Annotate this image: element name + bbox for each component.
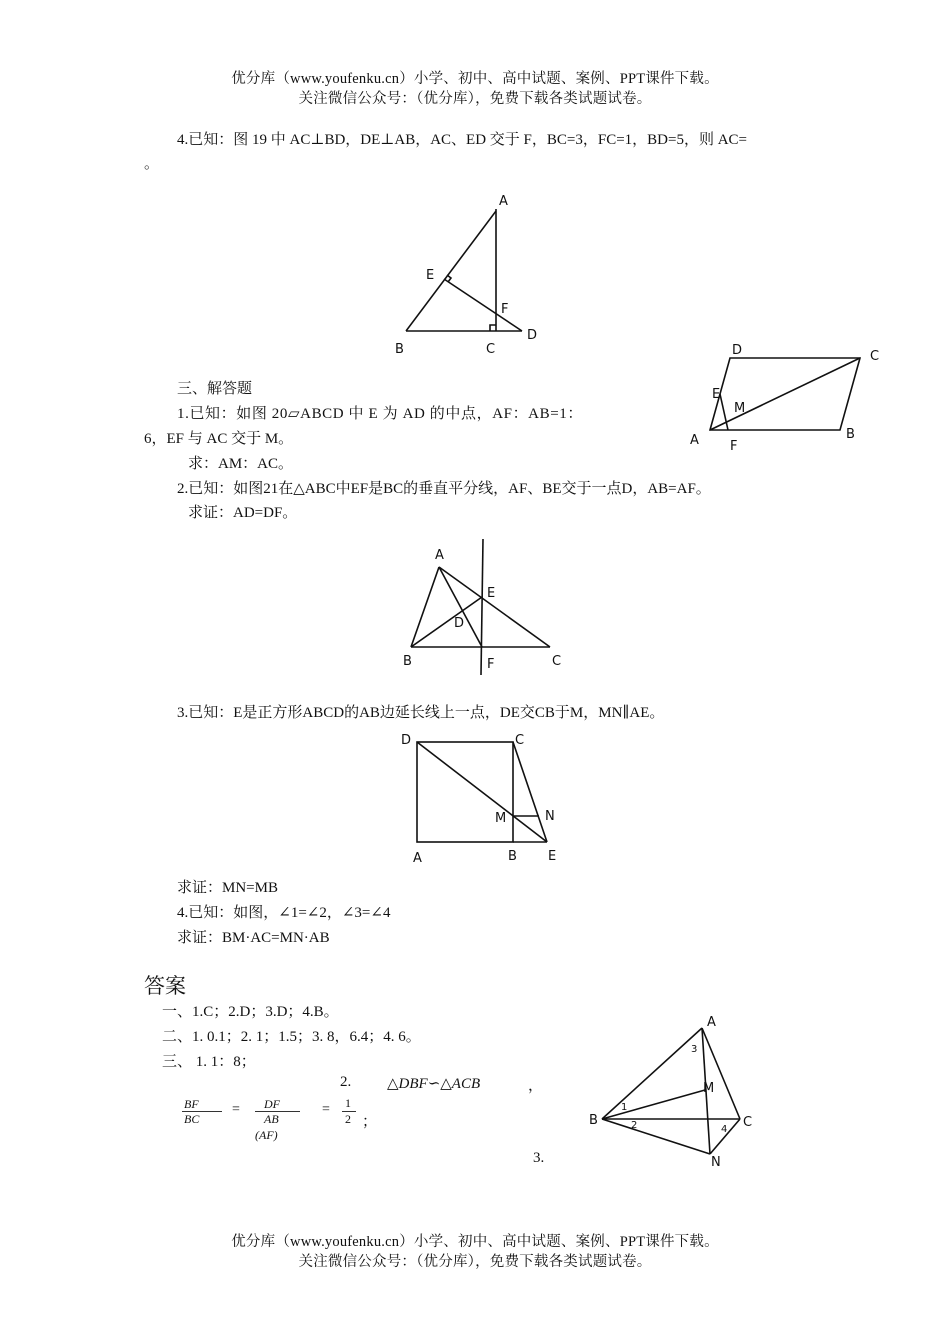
fraction-df: DF: [264, 1097, 280, 1111]
fraction-bf: BF: [184, 1097, 199, 1111]
square-label-N: N: [545, 809, 555, 824]
ans-label-N: N: [711, 1155, 721, 1170]
fraction-af: (AF): [255, 1128, 278, 1142]
fig19-label-A: A: [499, 194, 508, 209]
ans-angle-4: 4: [721, 1124, 728, 1135]
fig19-label-B: B: [395, 342, 404, 357]
square-label-C: C: [515, 733, 525, 748]
fig21-label-F: F: [487, 657, 495, 672]
square-label-B: B: [508, 849, 517, 864]
fig21-segment-BE: [411, 597, 482, 647]
ans-label-B: B: [589, 1113, 598, 1128]
ans-angle-3: 3: [691, 1044, 698, 1055]
square-ABCD: [417, 742, 513, 842]
footer-line-1: 优分库（www.youfenku.cn）小学、初中、高中试题、案例、PPT课件下载。: [231, 1234, 719, 1250]
fig21-label-A: A: [435, 548, 444, 563]
fig21-label-B: B: [403, 654, 412, 669]
fig19-segment-ED: [444, 279, 522, 331]
answers-title: 答案: [144, 974, 186, 998]
ans-angle-1: 1: [621, 1102, 628, 1113]
square-label-D: D: [401, 733, 412, 748]
ans-angle-2: 2: [631, 1120, 638, 1131]
square-label-A: A: [413, 851, 422, 866]
square-segment-DE: [417, 742, 547, 842]
ans-label-M: M: [703, 1081, 715, 1096]
footer-line-2: 关注微信公众号：（优分库），免费下载各类试题试卷。: [298, 1254, 652, 1270]
answers-part-2: 二、1. 0.1；2. 1；1.5；3. 8，6.4；4. 6。: [162, 1029, 421, 1045]
ans-label-A: A: [707, 1015, 716, 1030]
problem-1-line-2: 6，EF 与 AC 交于 M。: [144, 431, 294, 447]
header-line-1: 优分库（www.youfenku.cn）小学、初中、高中试题、案例、PPT课件下载。: [231, 71, 719, 87]
fraction-ab: AB: [264, 1112, 279, 1126]
fig21-label-C: C: [552, 654, 562, 669]
fig21-perpendicular-EF: [481, 539, 483, 675]
fig20-label-M: M: [734, 401, 746, 416]
fraction-one: 1: [345, 1096, 351, 1110]
figure-20: [680, 338, 890, 453]
square-label-M: M: [495, 811, 507, 826]
fig20-label-B: B: [846, 427, 855, 442]
fig21-segment-BA: [411, 567, 439, 647]
answer-2-semicolon: ；: [362, 1114, 378, 1130]
fig21-label-E: E: [487, 586, 496, 601]
figure-19: [380, 185, 550, 360]
answer-2-similarity: △DBF∽△ACB: [387, 1076, 481, 1092]
fig19-segment-BA: [406, 211, 496, 331]
fig20-label-F: F: [730, 439, 738, 454]
square-segment-CE: [513, 742, 547, 842]
problem-4-ask: 求证：BM·AC=MN·AB: [177, 930, 330, 946]
fig19-label-C: C: [486, 342, 496, 357]
answer-3-number: 3.: [533, 1150, 545, 1166]
answer-2-comma: ，: [528, 1078, 544, 1094]
problem-3-ask: 求证：MN=MB: [177, 880, 278, 896]
section-3-title: 三、解答题: [177, 381, 253, 397]
fraction-bc: BC: [184, 1112, 200, 1126]
fig19-right-angle-C: [490, 325, 496, 331]
fig19-label-E: E: [426, 268, 435, 283]
answers-part-3: 三、 1. 1：8；: [162, 1054, 256, 1070]
square-label-E: E: [548, 849, 557, 864]
problem-2-line-1: 2.已知：如图21在△ABC中EF是BC的垂直平分线，AF、BE交于一点D，AB=AF。: [177, 481, 711, 497]
equals-sign-2: =: [322, 1102, 330, 1117]
problem-4-line-1: 4.已知：如图，∠1=∠2，∠3=∠4: [177, 905, 391, 921]
answers-part-1: 一、1.C；2.D；3.D；4.B。: [162, 1004, 339, 1020]
ans-label-C: C: [743, 1115, 753, 1130]
fig20-label-C: C: [870, 349, 880, 364]
problem-3-line-1: 3.已知：E是正方形ABCD的AB边延长线上一点，DE交CB于M，MN∥AE。: [177, 705, 665, 721]
question-4-text: 4.已知：图 19 中 AC⊥BD，DE⊥AB，AC、ED 交于 F，BC=3，FC=1，BD=5，则 AC=: [177, 132, 748, 148]
ans-segment-BN: [602, 1119, 710, 1154]
figure-21: [395, 535, 575, 680]
fig19-label-D: D: [527, 328, 538, 343]
problem-1-ask: 求：AM：AC。: [188, 456, 294, 472]
fig20-label-D: D: [732, 343, 743, 358]
answer-2-number: 2.: [340, 1074, 352, 1090]
fraction-two: 2: [345, 1112, 351, 1126]
fig21-label-D: D: [454, 616, 465, 631]
fig20-diagonal-AC: [710, 358, 860, 430]
header-line-2: 关注微信公众号：（优分库），免费下载各类试题试卷。: [298, 91, 652, 107]
fig19-label-F: F: [501, 302, 509, 317]
figure-square: [395, 730, 575, 870]
equals-sign-1: =: [232, 1102, 240, 1117]
fig20-label-E: E: [712, 387, 721, 402]
question-4-tail: 。: [144, 156, 160, 172]
fig20-label-A: A: [690, 433, 699, 448]
figure-answer: [585, 1012, 765, 1170]
fig21-segment-AF: [439, 567, 482, 647]
problem-1-line-1: 1.已知：如图 20▱ABCD 中 E 为 AD 的中点，AF：AB=1：: [177, 406, 583, 422]
problem-2-ask: 求证：AD=DF。: [188, 505, 298, 521]
fig21-segment-AC: [439, 567, 550, 647]
